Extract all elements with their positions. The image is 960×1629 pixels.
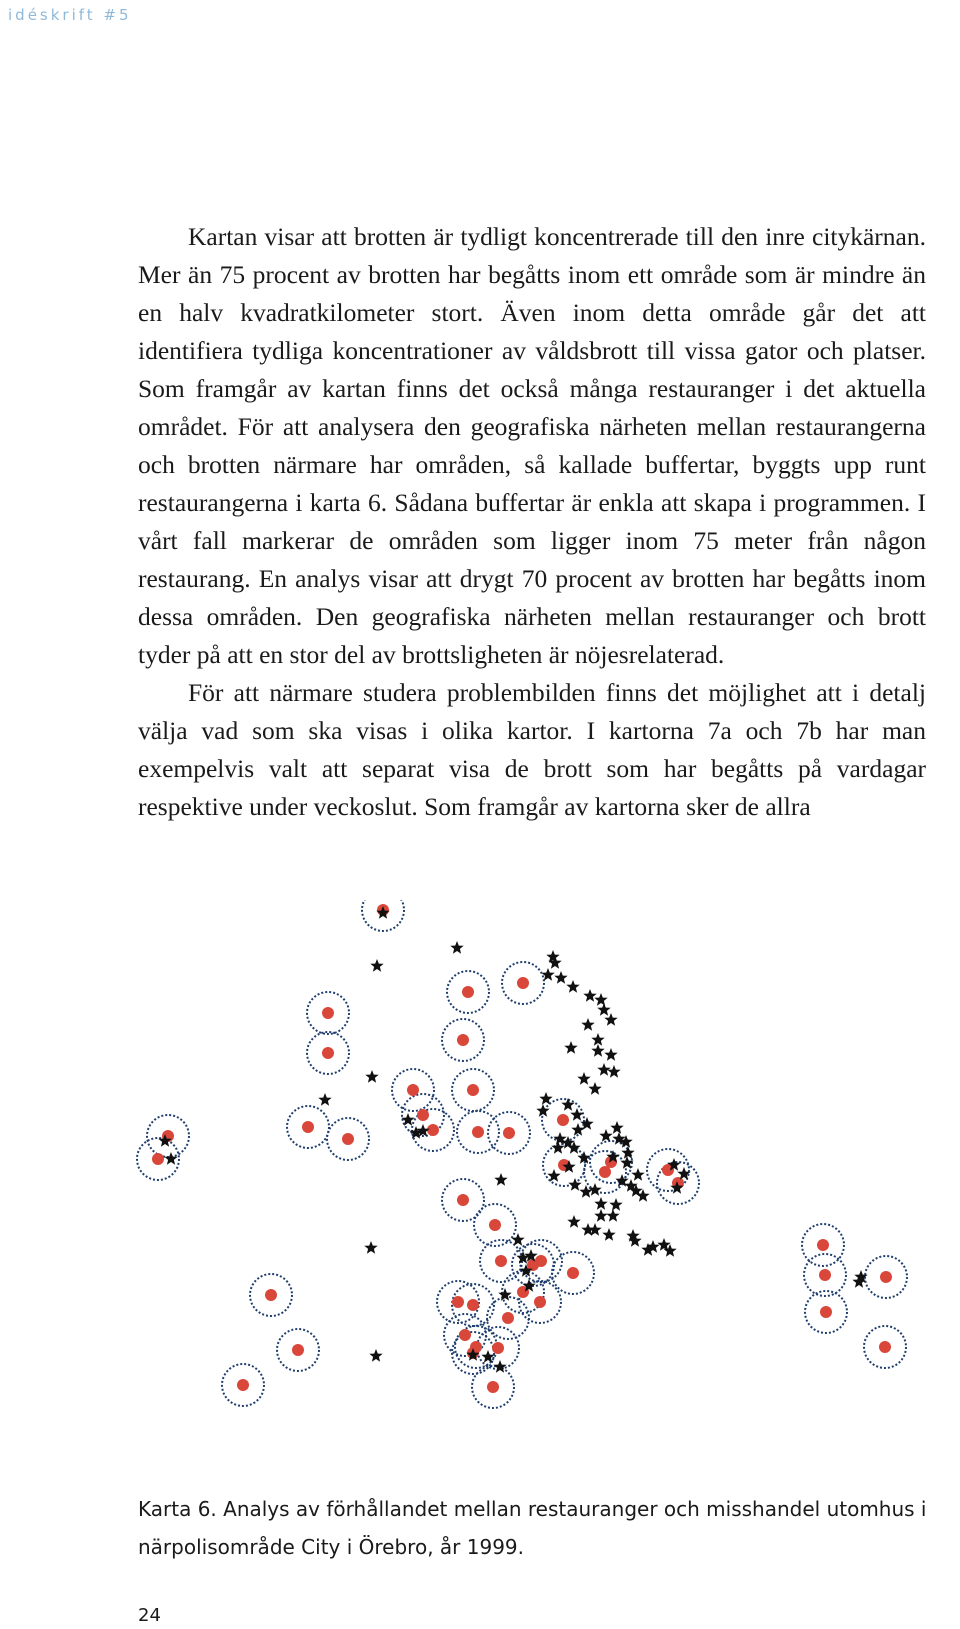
restaurant-marker (457, 1194, 469, 1206)
restaurant-marker (489, 1219, 501, 1231)
crime-star-icon (541, 968, 554, 981)
crime-star-icon (610, 1121, 623, 1134)
map-figure (128, 900, 950, 1450)
crime-star-icon (554, 971, 567, 984)
restaurant-layer (152, 904, 892, 1393)
crime-restaurant-map (128, 900, 950, 1450)
restaurant-marker (819, 1269, 831, 1281)
restaurant-marker (322, 1047, 334, 1059)
crime-star-icon (369, 1349, 382, 1362)
crime-star-icon (631, 1168, 644, 1181)
crime-star-icon (591, 1033, 604, 1046)
crime-star-icon (583, 989, 596, 1002)
restaurant-marker (459, 1329, 471, 1341)
crime-star-icon (494, 1173, 507, 1186)
restaurant-marker (237, 1379, 249, 1391)
paragraph: För att närmare studera problembilden finns det möjlighet att i detalj välja vad som ska visas i olika kartor. I kartorna 7a och 7b har man exempelvis valt att separat visa de brott som har begåtts på vardagar respektive under veckoslut. Som framgår av kartorna sker de allra (138, 678, 926, 821)
restaurant-marker (467, 1299, 479, 1311)
crime-star-icon (604, 1013, 617, 1026)
restaurant-marker (452, 1296, 464, 1308)
crime-star-icon (607, 1065, 620, 1078)
crime-star-icon (581, 1018, 594, 1031)
crime-star-icon (566, 980, 579, 993)
restaurant-marker (495, 1255, 507, 1267)
restaurant-marker (152, 1153, 164, 1165)
restaurant-marker (457, 1034, 469, 1046)
restaurant-marker (503, 1127, 515, 1139)
crime-star-icon (365, 1070, 378, 1083)
crime-star-icon (621, 1146, 634, 1159)
restaurant-marker (492, 1342, 504, 1354)
restaurant-marker (462, 986, 474, 998)
crime-star-icon (511, 1233, 524, 1246)
crime-star-icon (588, 1183, 601, 1196)
crime-star-icon (516, 1251, 529, 1264)
restaurant-marker (302, 1121, 314, 1133)
restaurant-marker (407, 1084, 419, 1096)
restaurant-marker (817, 1239, 829, 1251)
paragraph: Kartan visar att brotten är tydligt koncentrerade till den inre citykärnan. Mer än 75 procent av brotten har begåtts inom ett område som är mindre än en halv kvadratkilometer stort. Även inom detta område går det att identifiera tydliga koncentrationer av våldsbrott till vissa gator och platser. Som framgår av kartan finns det också många restauranger i det aktuella området. För att analysera den geografiska närheten mellan restaurangerna och brotten närmare har områden, så kallade buffertar, byggts upp runt restaurangerna i karta 6. Sådana buffertar är enkla att skapa i programmen. I vårt fall markerar de områden som ligger inom 75 meter från någon restaurang. En analys visar att drygt 70 procent av brotten har begåtts inom dessa områden. Den geografiska närheten mellan restauranger och brott tyder på att en stor del av brottsligheten är nöjesrelaterad. (138, 222, 926, 669)
crime-star-icon (609, 1198, 622, 1211)
crime-star-icon (588, 1082, 601, 1095)
crime-star-icon (481, 1350, 494, 1363)
restaurant-marker (567, 1267, 579, 1279)
crime-star-icon (493, 1360, 506, 1373)
crime-star-icon (370, 959, 383, 972)
crime-star-icon (564, 1041, 577, 1054)
crime-star-icon (606, 1209, 619, 1222)
crime-star-icon (594, 1197, 607, 1210)
page-number: 24 (138, 1605, 161, 1626)
crime-star-icon (498, 1288, 511, 1301)
crime-star-icon (597, 1063, 610, 1076)
crime-star-icon (164, 1152, 177, 1165)
crime-star-icon (561, 1098, 574, 1111)
body-text (138, 218, 926, 826)
crime-star-icon (577, 1072, 590, 1085)
crime-star-icon (318, 1093, 331, 1106)
restaurant-marker (322, 1007, 334, 1019)
crime-star-icon (597, 1003, 610, 1016)
restaurant-marker (879, 1341, 891, 1353)
crime-star-icon (591, 1044, 604, 1057)
crime-star-icon (450, 941, 463, 954)
crime-star-icon (604, 1048, 617, 1061)
crime-star-icon (577, 1151, 590, 1164)
crime-star-icon (602, 1228, 615, 1241)
crime-star-icon (364, 1241, 377, 1254)
crime-layer (158, 906, 867, 1373)
crime-star-icon (567, 1215, 580, 1228)
restaurant-marker (292, 1344, 304, 1356)
restaurant-marker (265, 1289, 277, 1301)
restaurant-marker (502, 1312, 514, 1324)
running-header: idéskrift #5 (8, 6, 132, 24)
restaurant-marker (820, 1306, 832, 1318)
buffer-layer (137, 900, 907, 1408)
restaurant-marker (517, 977, 529, 989)
crime-star-icon (594, 1209, 607, 1222)
restaurant-marker (472, 1126, 484, 1138)
restaurant-marker (342, 1133, 354, 1145)
restaurant-marker (599, 1166, 611, 1178)
restaurant-marker (880, 1271, 892, 1283)
restaurant-marker (427, 1124, 439, 1136)
crime-star-icon (594, 993, 607, 1006)
restaurant-marker (467, 1084, 479, 1096)
restaurant-marker (417, 1109, 429, 1121)
map-caption: Karta 6. Analys av förhållandet mellan restauranger och misshandel utomhus i närpolisområde City i Örebro, år 1999. (138, 1497, 927, 1559)
crime-star-icon (599, 1129, 612, 1142)
crime-star-icon (568, 1178, 581, 1191)
restaurant-marker (487, 1381, 499, 1393)
restaurant-marker (534, 1296, 546, 1308)
restaurant-marker (557, 1114, 569, 1126)
